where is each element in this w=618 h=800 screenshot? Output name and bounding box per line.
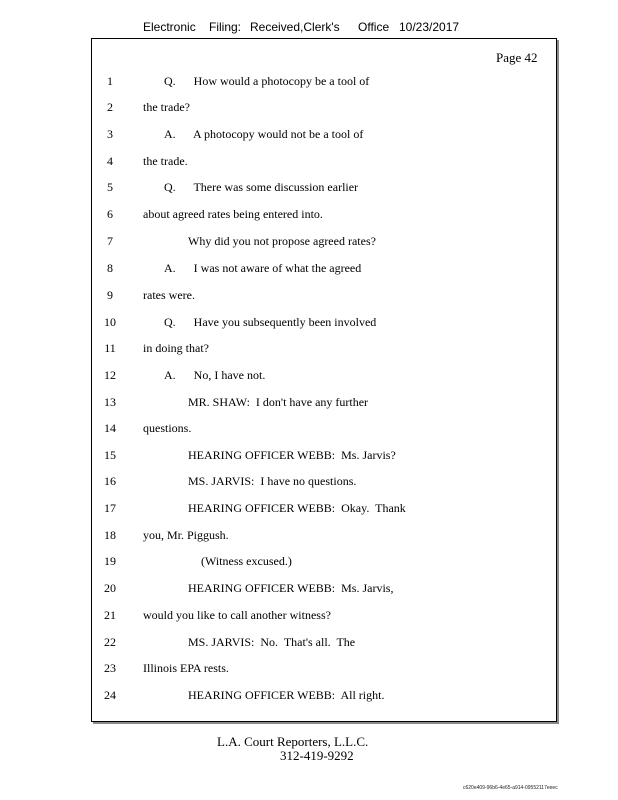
transcript-line (0, 635, 600, 653)
line-text: HEARING OFFICER WEBB: All right. (188, 688, 385, 702)
line-number: 22 (104, 635, 116, 649)
line-text: HEARING OFFICER WEBB: Ms. Jarvis? (188, 448, 396, 462)
transcript-line (0, 581, 600, 599)
transcript-line (0, 180, 600, 198)
line-text: rates were. (143, 288, 195, 302)
header-received-clerks: Received,Clerk's (250, 20, 340, 34)
transcript-line (0, 261, 600, 279)
line-text: would you like to call another witness? (143, 608, 331, 622)
transcript-line (0, 74, 600, 92)
line-text: A. I was not aware of what the agreed (164, 261, 362, 275)
header-date: 10/23/2017 (399, 20, 460, 34)
line-text: Q. There was some discussion earlier (164, 180, 359, 194)
line-number: 18 (104, 528, 116, 542)
line-text: you, Mr. Piggush. (143, 528, 229, 542)
transcript-line (0, 448, 600, 466)
line-number: 6 (107, 207, 113, 221)
line-text: (Witness excused.) (201, 554, 292, 568)
transcript-line (0, 554, 600, 572)
line-text: in doing that? (143, 341, 209, 355)
transcript-line (0, 154, 600, 172)
line-number: 2 (107, 100, 113, 114)
document-id: c620e409-96b6-4e65-a914-09552117eeec (463, 785, 558, 791)
reporter-phone: 312-419-9292 (280, 748, 354, 763)
transcript-line (0, 127, 600, 145)
line-number: 8 (107, 261, 113, 275)
line-text: MR. SHAW: I don't have any further (188, 395, 369, 409)
transcript-line (0, 395, 600, 413)
transcript-line (0, 368, 600, 386)
line-number: 1 (107, 74, 113, 88)
line-number: 10 (104, 315, 116, 329)
transcript-line (0, 661, 600, 679)
transcript-line (0, 474, 600, 492)
line-text: A. A photocopy would not be a tool of (164, 127, 364, 141)
line-text: A. No, I have not. (164, 368, 266, 382)
line-number: 5 (107, 180, 113, 194)
line-number: 7 (107, 234, 113, 248)
line-number: 12 (104, 368, 116, 382)
line-text: Q. How would a photocopy be a tool of (164, 74, 370, 88)
transcript-line (0, 501, 600, 519)
line-number: 21 (104, 608, 116, 622)
line-text: about agreed rates being entered into. (143, 207, 323, 221)
line-number: 11 (104, 341, 116, 355)
transcript-line (0, 341, 600, 359)
line-text: MS. JARVIS: I have no questions. (188, 474, 357, 488)
line-text: HEARING OFFICER WEBB: Okay. Thank (188, 501, 406, 515)
line-text: Q. Have you subsequently been involved (164, 315, 377, 329)
page-number: Page 42 (496, 50, 538, 65)
line-number: 13 (104, 395, 116, 409)
line-number: 9 (107, 288, 113, 302)
transcript-line (0, 421, 600, 439)
line-number: 17 (104, 501, 116, 515)
transcript-line (0, 234, 600, 252)
line-number: 4 (107, 154, 113, 168)
line-number: 15 (104, 448, 116, 462)
transcript-line (0, 688, 600, 706)
line-number: 16 (104, 474, 116, 488)
transcript-line (0, 608, 600, 626)
line-number: 19 (104, 554, 116, 568)
line-number: 24 (104, 688, 116, 702)
line-number: 23 (104, 661, 116, 675)
line-text: MS. JARVIS: No. That's all. The (188, 635, 356, 649)
header-office: Office (358, 20, 390, 34)
header-filing: Filing: (209, 20, 242, 34)
line-text: HEARING OFFICER WEBB: Ms. Jarvis, (188, 581, 394, 595)
line-text: the trade? (143, 100, 190, 114)
line-number: 3 (107, 127, 113, 141)
transcript-line (0, 288, 600, 306)
reporter-company: L.A. Court Reporters, L.L.C. (217, 734, 369, 749)
transcript-line (0, 100, 600, 118)
line-number: 20 (104, 581, 116, 595)
header-electronic: Electronic (143, 20, 196, 34)
line-text: Why did you not propose agreed rates? (188, 234, 376, 248)
transcript-line (0, 207, 600, 225)
line-text: questions. (143, 421, 192, 435)
line-text: Illinois EPA rests. (143, 661, 229, 675)
transcript-line (0, 315, 600, 333)
line-number: 14 (104, 421, 116, 435)
line-text: the trade. (143, 154, 188, 168)
transcript-line (0, 528, 600, 546)
